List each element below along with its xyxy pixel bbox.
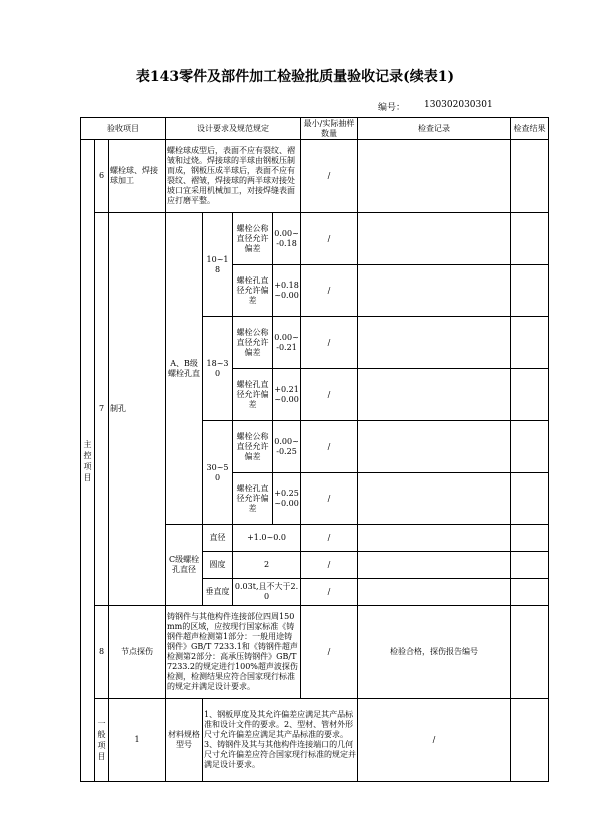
- bolt-tol-label: 螺栓公称直径允许偏差: [233, 213, 273, 265]
- row-sample: /: [301, 525, 358, 552]
- c-item-name: 圆度: [203, 552, 233, 579]
- c-item-name: 垂直度: [203, 579, 233, 606]
- row-record: [358, 473, 511, 525]
- row-name: 螺栓球、焊接球加工: [109, 140, 166, 213]
- bolt-tol-value: 0.00~-0.25: [273, 421, 301, 473]
- row-record: [358, 421, 511, 473]
- table-row: [81, 699, 549, 782]
- ab-hole-label: A、B级螺栓孔直: [166, 213, 203, 525]
- row-sample: /: [301, 473, 358, 525]
- row-no: 8: [95, 606, 109, 699]
- bolt-tol-value: 0.00~-0.18: [273, 213, 301, 265]
- c-hole-label: C级螺栓孔直径: [166, 525, 203, 606]
- row-result: [511, 473, 549, 525]
- row-sample: /: [301, 140, 358, 213]
- bolt-tol-label: 螺栓公称直径允许偏差: [233, 421, 273, 473]
- range-label: 18~30: [203, 317, 233, 421]
- table-row: [81, 140, 549, 213]
- range-label: 30~50: [203, 421, 233, 525]
- row-result: [511, 606, 549, 699]
- row-no: 6: [95, 140, 109, 213]
- inspection-table: [80, 117, 549, 782]
- header-row: [81, 118, 549, 140]
- row-sample: /: [301, 421, 358, 473]
- row-sample: /: [301, 265, 358, 317]
- row-result: [511, 140, 549, 213]
- row-record: 检验合格，探伤报告编号: [358, 606, 511, 699]
- row-sample: /: [358, 699, 511, 782]
- row-no: 1: [109, 699, 166, 782]
- row-record: [511, 699, 549, 782]
- page-title: 表143零件及部件加工检验批质量验收记录(续表1): [135, 69, 455, 85]
- row-result: [511, 525, 549, 552]
- group-main: 主控项目: [81, 140, 95, 782]
- row-name: 制孔: [109, 213, 166, 606]
- row-result: [511, 421, 549, 473]
- row-record: [358, 525, 511, 552]
- c-item-value: +1.0~0.0: [233, 525, 301, 552]
- table-row: [81, 606, 549, 699]
- row-result: [511, 552, 549, 579]
- group-general: 一般项目: [95, 699, 109, 782]
- hole-tol-label: 螺栓孔直径允许偏差: [233, 473, 273, 525]
- hole-tol-value: +0.25~0.00: [273, 473, 301, 525]
- row-result: [511, 265, 549, 317]
- row-sample: /: [301, 213, 358, 265]
- row-result: [511, 317, 549, 369]
- table-row: [81, 213, 549, 265]
- row-record: [358, 369, 511, 421]
- row-sample: /: [301, 552, 358, 579]
- row-sample: /: [301, 369, 358, 421]
- bolt-tol-label: 螺栓公称直径允许偏差: [233, 317, 273, 369]
- hole-tol-label: 螺栓孔直径允许偏差: [233, 265, 273, 317]
- row-name: 节点探伤: [109, 606, 166, 699]
- row-sample: /: [301, 317, 358, 369]
- row-record: [358, 552, 511, 579]
- header-record: 检查记录: [358, 118, 511, 140]
- code-label: 编号：: [378, 103, 406, 113]
- bolt-tol-value: 0.00~-0.21: [273, 317, 301, 369]
- row-sample: /: [301, 579, 358, 606]
- row-result: [511, 369, 549, 421]
- header-item: 验收项目: [81, 118, 166, 140]
- row-no: 7: [95, 213, 109, 606]
- header-result: 检查结果: [511, 118, 549, 140]
- c-item-value: 2: [233, 552, 301, 579]
- row-name: 材料规格型号: [166, 699, 203, 782]
- row-result: [511, 579, 549, 606]
- row-record: [358, 579, 511, 606]
- c-item-value: 0.03t,且不大于2.0: [233, 579, 301, 606]
- hole-tol-label: 螺栓孔直径允许偏差: [233, 369, 273, 421]
- row-req: 铸钢件与其他构件连接部位四周150mm的区域，应按现行国家标准《铸钢件超声检测第1部分：一般用途铸钢件》GB/T 7233.1和《铸钢件超声检测第2部分：高承压铸钢件》GB/T 7233.2的规定进行100%超声波探伤检测，检测结果应符合国家现行标准的规定并满足设计要求。: [166, 606, 301, 699]
- c-item-name: 直径: [203, 525, 233, 552]
- range-label: 10~18: [203, 213, 233, 317]
- row-record: [358, 213, 511, 265]
- row-result: [511, 213, 549, 265]
- row-req: 1、钢板厚度及其允许偏差应满足其产品标准和设计文件的要求。2、型材、管材外形尺寸允许偏差应满足其产品标准的要求。3、铸钢件及其与其他构件连接端口的几何尺寸允许偏差应符合国家现行标准的规定并满足设计要求。: [203, 699, 358, 782]
- hole-tol-value: +0.21~0.00: [273, 369, 301, 421]
- code-value: 130302030301: [424, 100, 493, 110]
- header-sample: 最小/实际抽样数量: [301, 118, 358, 140]
- row-record: [358, 140, 511, 213]
- row-req: 螺栓球成型后，表面不应有裂纹、褶皱和过烧。焊接球的半球由钢板压制而成，钢板压成半球后，表面不应有裂纹、褶皱，焊接球的两半球对接处坡口宜采用机械加工，对接焊缝表面应打磨平整。: [166, 140, 301, 213]
- hole-tol-value: +0.18~0.00: [273, 265, 301, 317]
- row-record: [358, 317, 511, 369]
- header-req: 设计要求及规范规定: [166, 118, 301, 140]
- code-line: [378, 100, 493, 113]
- row-record: [358, 265, 511, 317]
- row-sample: /: [301, 606, 358, 699]
